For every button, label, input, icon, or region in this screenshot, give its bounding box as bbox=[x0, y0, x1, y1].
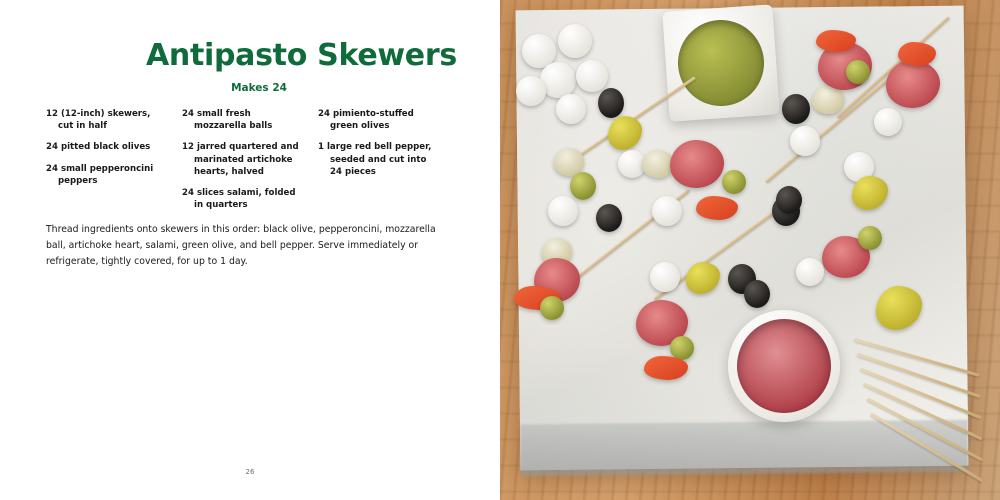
list-item: 24 small pepperoncini peppers bbox=[46, 163, 154, 186]
ingredient-column-1 bbox=[46, 108, 182, 220]
list-item: 24 pimiento-stuffed green olives bbox=[318, 109, 414, 132]
list-item: 24 slices salami, folded in quarters bbox=[182, 188, 296, 211]
mozzarella-ball bbox=[796, 258, 824, 286]
bell-pepper-piece bbox=[816, 30, 856, 52]
olive-bowl bbox=[662, 4, 779, 121]
list-item: 24 pitted black olives bbox=[46, 142, 151, 153]
bell-pepper-piece bbox=[644, 356, 688, 380]
mozzarella-ball bbox=[652, 196, 682, 226]
page-number: 26 bbox=[245, 468, 255, 476]
list-item: 24 small fresh mozzarella balls bbox=[182, 109, 273, 132]
black-olive bbox=[782, 94, 810, 124]
black-olive bbox=[776, 186, 802, 214]
list-item: 12 (12-inch) skewers, cut in half bbox=[46, 109, 151, 132]
bare-skewer bbox=[871, 413, 984, 483]
black-olive bbox=[598, 88, 624, 118]
mozzarella-ball bbox=[556, 94, 586, 124]
green-olive bbox=[570, 172, 596, 200]
ingredient-column-3 bbox=[318, 108, 454, 220]
skewer-bundle bbox=[852, 352, 1000, 482]
black-olive bbox=[744, 280, 770, 308]
mozzarella-ball bbox=[576, 60, 608, 92]
ingredient-column-2 bbox=[182, 108, 318, 220]
page-title: Antipasto Skewers bbox=[146, 38, 457, 73]
green-olive bbox=[540, 296, 564, 320]
mozzarella-ball bbox=[516, 76, 546, 106]
salami-in-bowl bbox=[737, 319, 831, 413]
salami-bowl bbox=[728, 310, 840, 422]
green-olive bbox=[846, 60, 870, 84]
mozzarella-ball bbox=[650, 262, 680, 292]
mozzarella-ball bbox=[548, 196, 578, 226]
recipe-photo bbox=[500, 0, 1000, 500]
mozzarella-ball bbox=[874, 108, 902, 136]
recipe-method: Thread ingredients onto skewers in this order: black olive, pepperoncini, mozzarella ball, artichoke heart, salami, green olive, and bell pepper. Serve immediately or refrigerate, tightly covered, for up to 1 day. bbox=[46, 224, 436, 267]
ingredient-list bbox=[46, 108, 456, 220]
green-olive bbox=[722, 170, 746, 194]
green-olives-in-bowl bbox=[675, 17, 767, 109]
green-olive bbox=[858, 226, 882, 250]
list-item: 12 jarred quartered and marinated artichoke hearts, halved bbox=[182, 142, 299, 177]
mozzarella-ball bbox=[790, 126, 820, 156]
list-item: 1 large red bell pepper, seeded and cut into 24 pieces bbox=[318, 142, 432, 177]
black-olive bbox=[596, 204, 622, 232]
bell-pepper-piece bbox=[898, 42, 936, 66]
mozzarella-ball bbox=[558, 24, 592, 58]
artichoke-heart bbox=[812, 86, 844, 114]
bell-pepper-piece bbox=[696, 196, 738, 220]
recipe-yield: Makes 24 bbox=[231, 82, 287, 94]
